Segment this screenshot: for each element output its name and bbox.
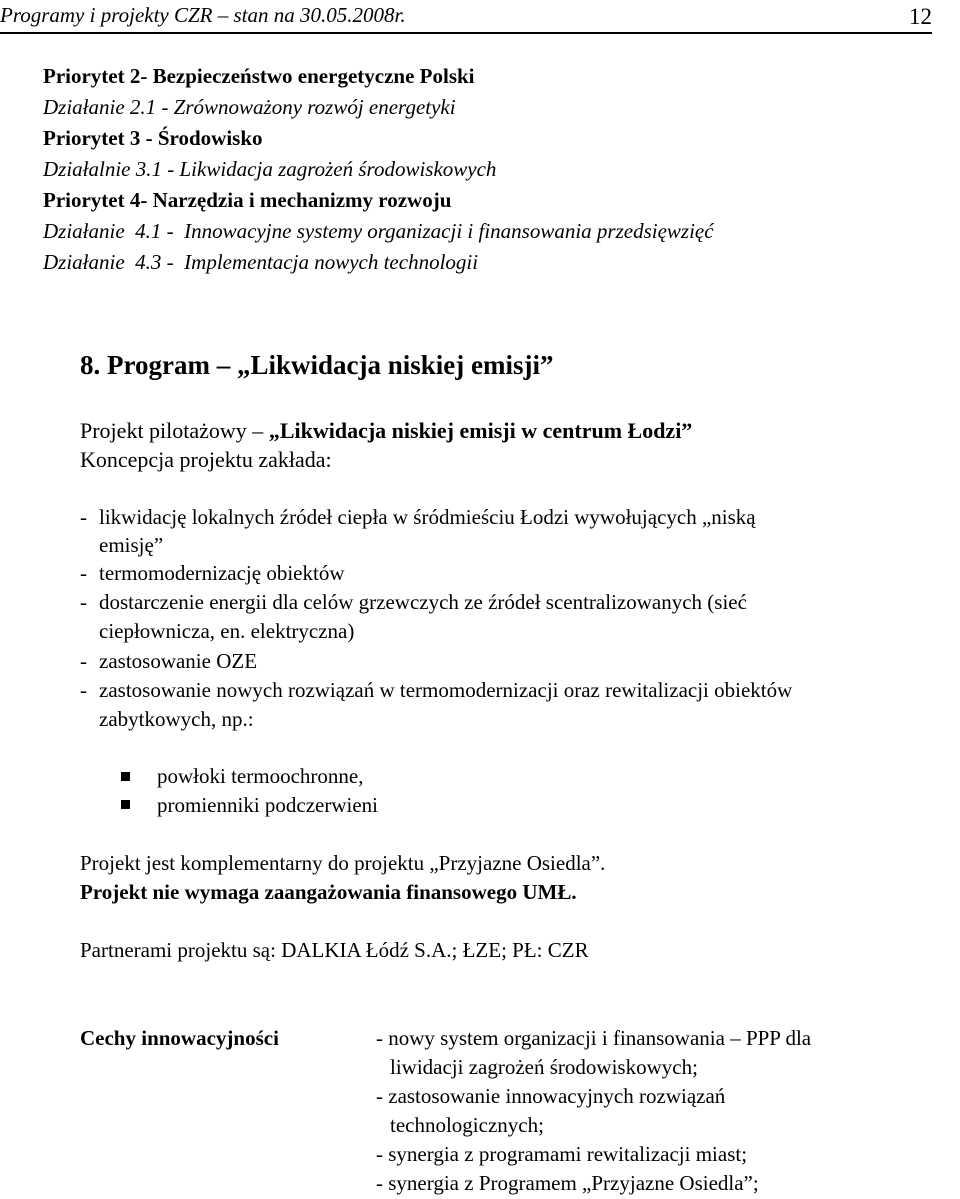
header-rule bbox=[0, 32, 932, 34]
list-item-continuation: zabytkowych, np.: bbox=[99, 707, 254, 731]
list-item: likwidację lokalnych źródeł ciepła w śródmieściu Łodzi wywołujących „niską bbox=[99, 505, 756, 529]
pilot-project-name: „Likwidacja niskiej emisji w centrum Łodzi” bbox=[268, 418, 693, 443]
complementary-note: Projekt jest komplementarny do projektu „Przyjazne Osiedla”. bbox=[80, 851, 606, 875]
list-item-continuation: ciepłownicza, en. elektryczna) bbox=[99, 619, 355, 643]
program-title: 8. Program – „Likwidacja niskiej emisji” bbox=[80, 350, 554, 380]
list-item: termomodernizację obiektów bbox=[99, 561, 345, 585]
pilot-project-line bbox=[80, 416, 692, 445]
sub-list-item: powłoki termoochronne, bbox=[157, 764, 364, 788]
innovation-label: Cechy innowacyjności bbox=[80, 1026, 279, 1050]
list-item: zastosowanie nowych rozwiązań w termomodernizacji oraz rewitalizacji obiektów bbox=[99, 678, 793, 702]
sub-list-item: promienniki podczerwieni bbox=[157, 793, 379, 817]
action-line: Działanie 4.1 - Innowacyjne systemy organizacji i finansowania przedsięwzięć bbox=[43, 219, 714, 243]
page-number: 12 bbox=[909, 4, 932, 29]
priority-heading: Priorytet 3 - Środowisko bbox=[43, 126, 263, 150]
action-line: Działanie 4.3 - Implementacja nowych technologii bbox=[43, 250, 479, 274]
dash-marker: - bbox=[80, 590, 87, 614]
square-bullet-icon bbox=[121, 800, 130, 809]
innovation-item: - synergia z Programem „Przyjazne Osiedla”; bbox=[376, 1171, 759, 1195]
partners-line: Partnerami projektu są: DALKIA Łódź S.A.; ŁZE; PŁ: CZR bbox=[80, 938, 589, 962]
innovation-item: - zastosowanie innowacyjnych rozwiązań bbox=[376, 1084, 726, 1108]
list-item: dostarczenie energii dla celów grzewczych ze źródeł scentralizowanych (sieć bbox=[99, 590, 747, 614]
priority-heading: Priorytet 2- Bezpieczeństwo energetyczne Polski bbox=[43, 64, 475, 88]
dash-marker: - bbox=[80, 505, 87, 529]
innovation-item: - synergia z programami rewitalizacji miast; bbox=[376, 1142, 748, 1166]
funding-note: Projekt nie wymaga zaangażowania finansowego UMŁ. bbox=[80, 880, 577, 904]
action-line: Działalnie 3.1 - Likwidacja zagrożeń środowiskowych bbox=[43, 157, 497, 181]
dash-marker: - bbox=[80, 678, 87, 702]
priority-heading: Priorytet 4- Narzędzia i mechanizmy rozwoju bbox=[43, 188, 452, 212]
concept-intro: Koncepcja projektu zakłada: bbox=[80, 447, 332, 472]
square-bullet-icon bbox=[121, 772, 130, 781]
dash-marker: - bbox=[80, 649, 87, 673]
pilot-prefix: Projekt pilotażowy – bbox=[80, 418, 269, 443]
dash-marker: - bbox=[80, 561, 87, 585]
action-line: Działanie 2.1 - Zrównoważony rozwój energetyki bbox=[43, 95, 456, 119]
priorities-list bbox=[43, 61, 714, 278]
list-item: zastosowanie OZE bbox=[99, 649, 258, 673]
innovation-item-continuation: technologicznych; bbox=[390, 1113, 544, 1137]
header-title: Programy i projekty CZR – stan na 30.05.2008r. bbox=[0, 3, 406, 27]
innovation-item-continuation: liwidacji zagrożeń środowiskowych; bbox=[390, 1055, 698, 1079]
innovation-item: - nowy system organizacji i finansowania – PPP dla bbox=[376, 1026, 812, 1050]
list-item-continuation: emisję” bbox=[99, 533, 164, 557]
